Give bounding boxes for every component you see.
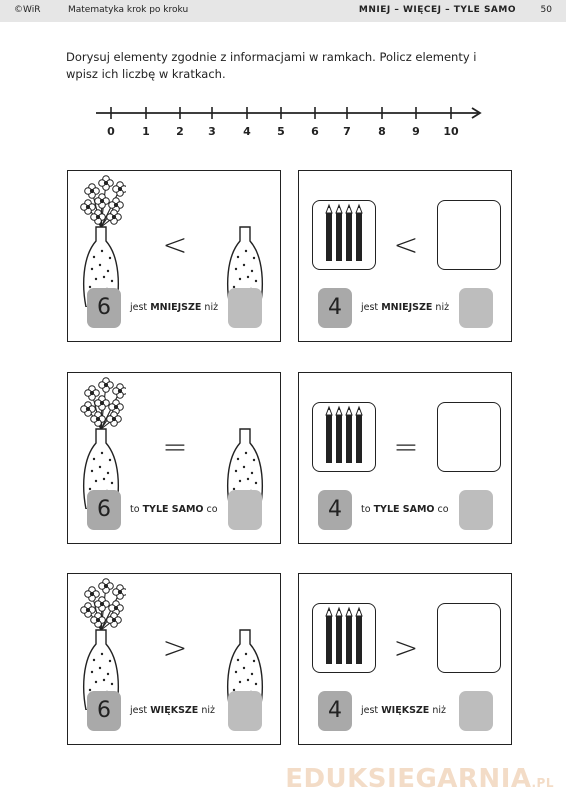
phrase-post: co — [206, 504, 218, 515]
empty-drawing-frame[interactable] — [437, 603, 501, 673]
section-title: MNIEJ – WIĘCEJ – TYLE SAMO — [358, 5, 516, 15]
comparison-phrase — [361, 504, 449, 515]
tick-label: 8 — [378, 125, 386, 138]
answer-box[interactable] — [459, 490, 493, 530]
phrase-pre: jest — [130, 705, 148, 716]
count-box: 4 — [318, 490, 352, 530]
comparison-card-right-2 — [298, 372, 512, 544]
page-number: 50 — [540, 5, 552, 15]
phrase-key: WIĘKSZE — [150, 705, 199, 716]
comparison-sign: > — [393, 631, 419, 666]
phrase-key: TYLE SAMO — [142, 504, 204, 515]
tick-label: 1 — [142, 125, 150, 138]
pencil-frame — [312, 603, 376, 673]
phrase-key: WIĘKSZE — [381, 705, 430, 716]
comparison-card-left-2 — [67, 372, 281, 544]
answer-box[interactable] — [459, 691, 493, 731]
instruction-text: Dorysuj elementy zgodnie z informacjami w ramkach. Policz elementy i wpisz ich liczbę w kratkach. — [66, 50, 477, 81]
empty-drawing-frame[interactable] — [437, 200, 501, 270]
watermark-suffix: .PL — [531, 776, 554, 790]
book-title: Matematyka krok po kroku — [68, 5, 189, 15]
comparison-sign: = — [393, 430, 419, 465]
tick-label: 5 — [277, 125, 285, 138]
answer-box[interactable] — [228, 288, 262, 328]
count-box: 6 — [87, 691, 121, 731]
answer-box[interactable] — [228, 691, 262, 731]
number-line — [0, 0, 566, 150]
phrase-post: niż — [435, 302, 450, 313]
phrase-pre: jest — [130, 302, 148, 313]
count-box: 4 — [318, 691, 352, 731]
pencil-frame — [312, 200, 376, 270]
comparison-phrase — [361, 302, 449, 313]
comparison-phrase — [130, 705, 215, 716]
comparison-card-left-3 — [67, 573, 281, 745]
comparison-card-left-1 — [67, 170, 281, 342]
pencils-icon — [311, 199, 375, 273]
phrase-key: MNIEJSZE — [150, 302, 202, 313]
comparison-phrase — [361, 705, 446, 716]
watermark-logo — [285, 764, 554, 794]
phrase-pre: to — [361, 504, 371, 515]
watermark-main: EDUKSIEGARNIA — [285, 764, 532, 794]
tick-label: 10 — [443, 125, 459, 138]
phrase-post: niż — [204, 302, 219, 313]
count-box: 6 — [87, 490, 121, 530]
comparison-sign: < — [162, 228, 188, 263]
comparison-card-right-3 — [298, 573, 512, 745]
tick-label: 6 — [311, 125, 319, 138]
count-box: 4 — [318, 288, 352, 328]
phrase-pre: jest — [361, 705, 379, 716]
copyright-text: ©WiR — [14, 5, 41, 15]
tick-label: 7 — [343, 125, 351, 138]
answer-box[interactable] — [228, 490, 262, 530]
phrase-post: niż — [201, 705, 215, 716]
empty-drawing-frame[interactable] — [437, 402, 501, 472]
comparison-sign: = — [162, 430, 188, 465]
comparison-card-right-1 — [298, 170, 512, 342]
pencils-icon — [311, 602, 375, 676]
answer-box[interactable] — [459, 288, 493, 328]
phrase-post: niż — [432, 705, 446, 716]
pencil-frame — [312, 402, 376, 472]
phrase-post: co — [437, 504, 449, 515]
comparison-sign: < — [393, 228, 419, 263]
phrase-key: MNIEJSZE — [381, 302, 433, 313]
phrase-pre: jest — [361, 302, 379, 313]
tick-label: 0 — [107, 125, 115, 138]
comparison-phrase — [130, 504, 218, 515]
tick-label: 2 — [176, 125, 184, 138]
tick-label: 9 — [412, 125, 420, 138]
pencils-icon — [311, 401, 375, 475]
tick-label: 4 — [243, 125, 251, 138]
tick-label: 3 — [208, 125, 216, 138]
count-box: 6 — [87, 288, 121, 328]
phrase-pre: to — [130, 504, 140, 515]
comparison-phrase — [130, 302, 218, 313]
comparison-sign: > — [162, 631, 188, 666]
phrase-key: TYLE SAMO — [373, 504, 435, 515]
